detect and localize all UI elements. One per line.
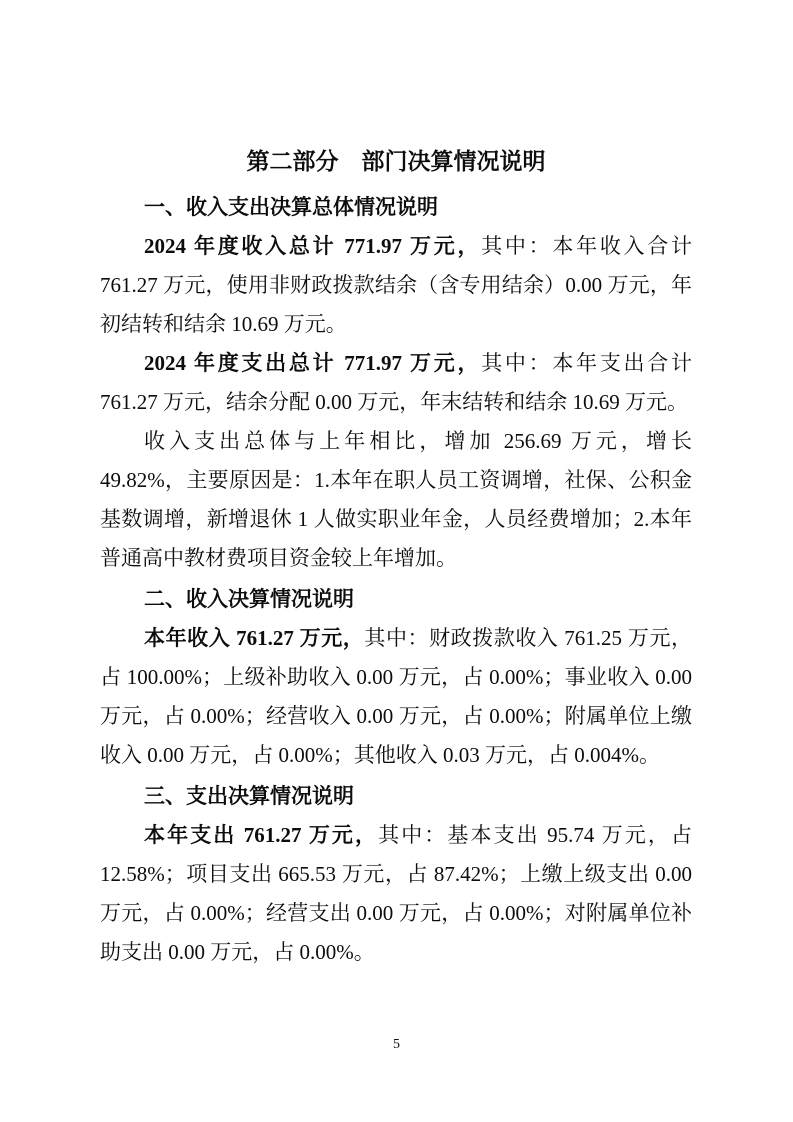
paragraph-body: 其中：本年收入合计 761.27 万元，使用非财政拨款结余（含专用结余）0.00 万元，年初结转和结余 10.69 万元。 (100, 234, 693, 336)
paragraph-body: 其中：本年支出合计 761.27 万元，结余分配 0.00 万元，年末结转和结余 10.69 万元。 (100, 351, 693, 414)
paragraph-lead: 本年支出 761.27 万元， (144, 823, 379, 847)
paragraph-body: 其中：基本支出 95.74 万元，占 12.58%；项目支出 665.53 万元，占 87.42%；上缴上级支出 0.00 万元，占 0.00%；经营支出 0.00 万元，占 0.00%；对附属单位补助支出 0.00 万元，占 0.00%。 (100, 823, 693, 964)
paragraph-income-detail (100, 619, 692, 775)
section-heading-income: 二、收入决算情况说明 (144, 588, 354, 611)
paragraph-lead: 2024 年度支出总计 771.97 万元， (144, 351, 482, 375)
paragraph-income-total (100, 227, 692, 344)
document-title: 第二部分 部门决算情况说明 (246, 148, 546, 174)
section-expenditure (100, 777, 692, 972)
section-heading-expenditure: 三、支出决算情况说明 (144, 785, 354, 808)
paragraph-lead: 本年收入 761.27 万元， (144, 626, 365, 650)
paragraph-expenditure-total (100, 344, 692, 422)
page-content (100, 141, 692, 972)
paragraph-body: 收入支出总体与上年相比，增加 256.69 万元，增长 49.82%，主要原因是：1.本年在职人员工资调增，社保、公积金基数调增，新增退休 1 人做实职业年金，人员经费增加；2.本年普通高中教材费项目资金较上年增加。 (100, 429, 692, 570)
paragraph-lead: 2024 年度收入总计 771.97 万元， (144, 234, 482, 258)
paragraph-body: 其中：财政拨款收入 761.25 万元，占 100.00%；上级补助收入 0.00 万元，占 0.00%；事业收入 0.00 万元，占 0.00%；经营收入 0.00 万元，占 0.00%；附属单位上缴收入 0.00 万元，占 0.00%；其他收入 0.03 万元，占 0.004%。 (100, 626, 693, 767)
paragraph-expenditure-detail (100, 816, 692, 972)
section-overview (100, 188, 692, 578)
page-number: 5 (393, 1037, 400, 1052)
section-heading-overview: 一、收入支出决算总体情况说明 (144, 196, 438, 219)
section-income (100, 580, 692, 775)
paragraph-yoy-comparison (100, 422, 692, 578)
